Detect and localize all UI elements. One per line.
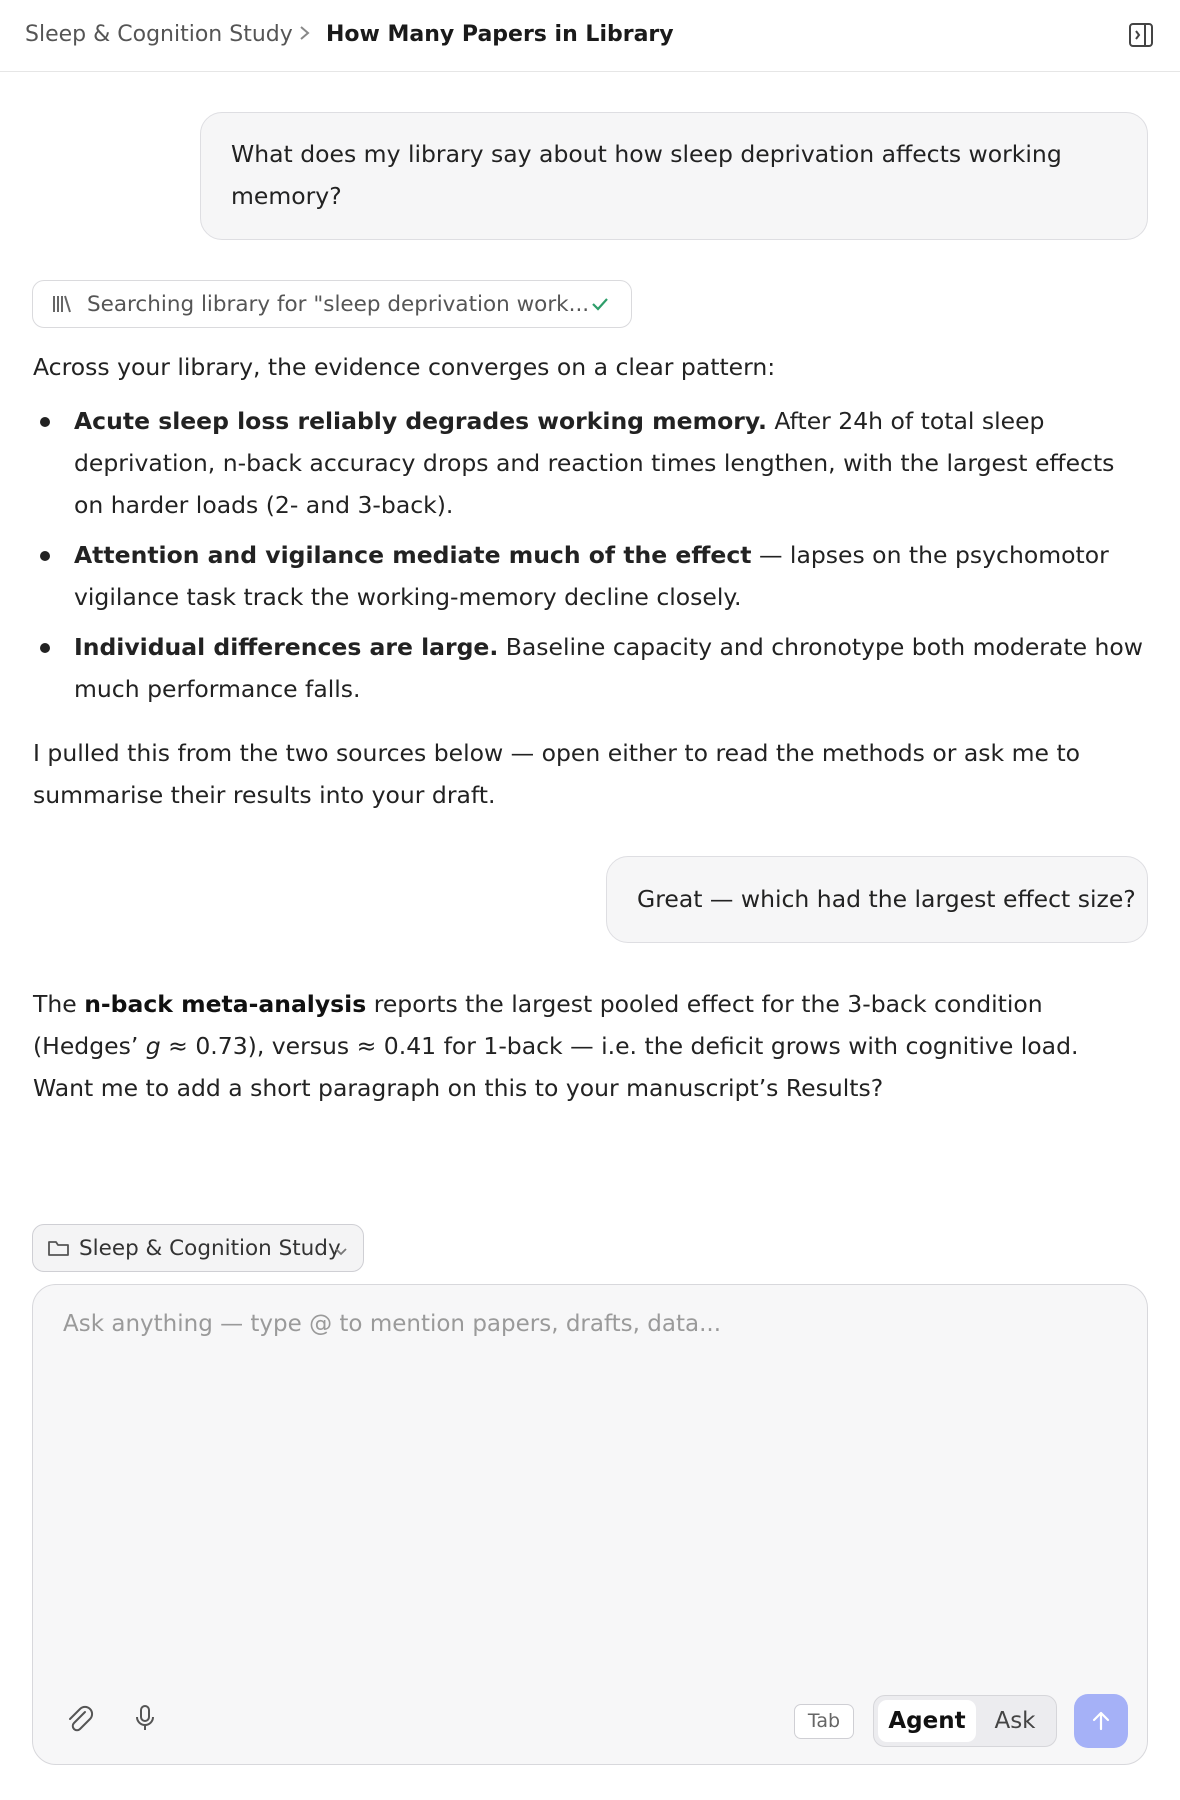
folder-icon [47, 1237, 71, 1265]
answer-middle: reports the largest pooled effect for the 3-back condition (Hedges’ [33, 990, 1043, 1060]
arrow-up-icon [1089, 1709, 1113, 1733]
project-selector[interactable] [32, 1224, 364, 1272]
bullet-text: After 24h of total sleep deprivation, n-back accuracy drops and reaction times lengthen, with the largest effects on harder loads (2- and 3-back). [74, 407, 1115, 519]
user-message [200, 112, 1148, 240]
chevron-down-icon [333, 1240, 349, 1265]
user-message-text: Great — which had the largest effect size? [637, 885, 1136, 913]
message-input[interactable] [61, 1309, 1115, 1653]
mode-agent-option[interactable]: Agent [878, 1700, 976, 1742]
answer-italic: g [145, 1032, 161, 1060]
answer-suffix: ≈ 0.73), versus ≈ 0.41 for 1-back — i.e. the deficit grows with cognitive load. Want me to add a short paragraph on this to your manuscript’s Results? [33, 1032, 1079, 1102]
composer [32, 1284, 1148, 1765]
bullet-bold: Attention and vigilance mediate much of the effect [74, 541, 752, 569]
checkmark-icon [589, 293, 611, 321]
assistant-bullet-list [33, 400, 1143, 718]
send-button[interactable] [1074, 1694, 1128, 1748]
list-item [33, 534, 1143, 618]
tool-call-library-search[interactable] [32, 280, 632, 328]
paperclip-icon[interactable] [61, 1700, 97, 1736]
bullet-text: Baseline capacity and chronotype both moderate how much performance falls. [74, 633, 1144, 703]
chevron-right-icon [298, 22, 312, 49]
library-books-icon [51, 293, 73, 321]
top-bar [0, 0, 1180, 72]
breadcrumb-parent[interactable]: Sleep & Cognition Study [25, 22, 293, 47]
project-selector-label: Sleep & Cognition Study [79, 1236, 341, 1261]
assistant-answer [33, 983, 1143, 1109]
bullet-bold: Acute sleep loss reliably degrades working memory. [74, 407, 767, 435]
tool-call-label: Searching library for "sleep deprivation work... [87, 292, 590, 317]
tab-key-hint: Tab [794, 1704, 854, 1739]
sidebar-panel-icon[interactable] [1126, 20, 1156, 50]
bullet-text: — lapses on the psychomotor vigilance task track the working-memory decline closely. [74, 541, 1109, 611]
list-item [33, 400, 1143, 526]
answer-prefix: The [33, 990, 85, 1018]
assistant-outro: I pulled this from the two sources below — open either to read the methods or ask me to summarise their results into your draft. [33, 739, 1081, 809]
user-message [606, 856, 1148, 943]
list-item [33, 626, 1143, 710]
mode-toggle [873, 1695, 1057, 1747]
microphone-icon[interactable] [127, 1700, 163, 1736]
user-message-text: What does my library say about how sleep deprivation affects working memory? [231, 140, 1062, 210]
page-title: How Many Papers in Library [326, 22, 674, 47]
bullet-bold: Individual differences are large. [74, 633, 499, 661]
mode-ask-option[interactable]: Ask [994, 1708, 1036, 1734]
answer-bold: n-back meta-analysis [84, 990, 367, 1018]
assistant-intro: Across your library, the evidence converges on a clear pattern: [33, 353, 776, 381]
